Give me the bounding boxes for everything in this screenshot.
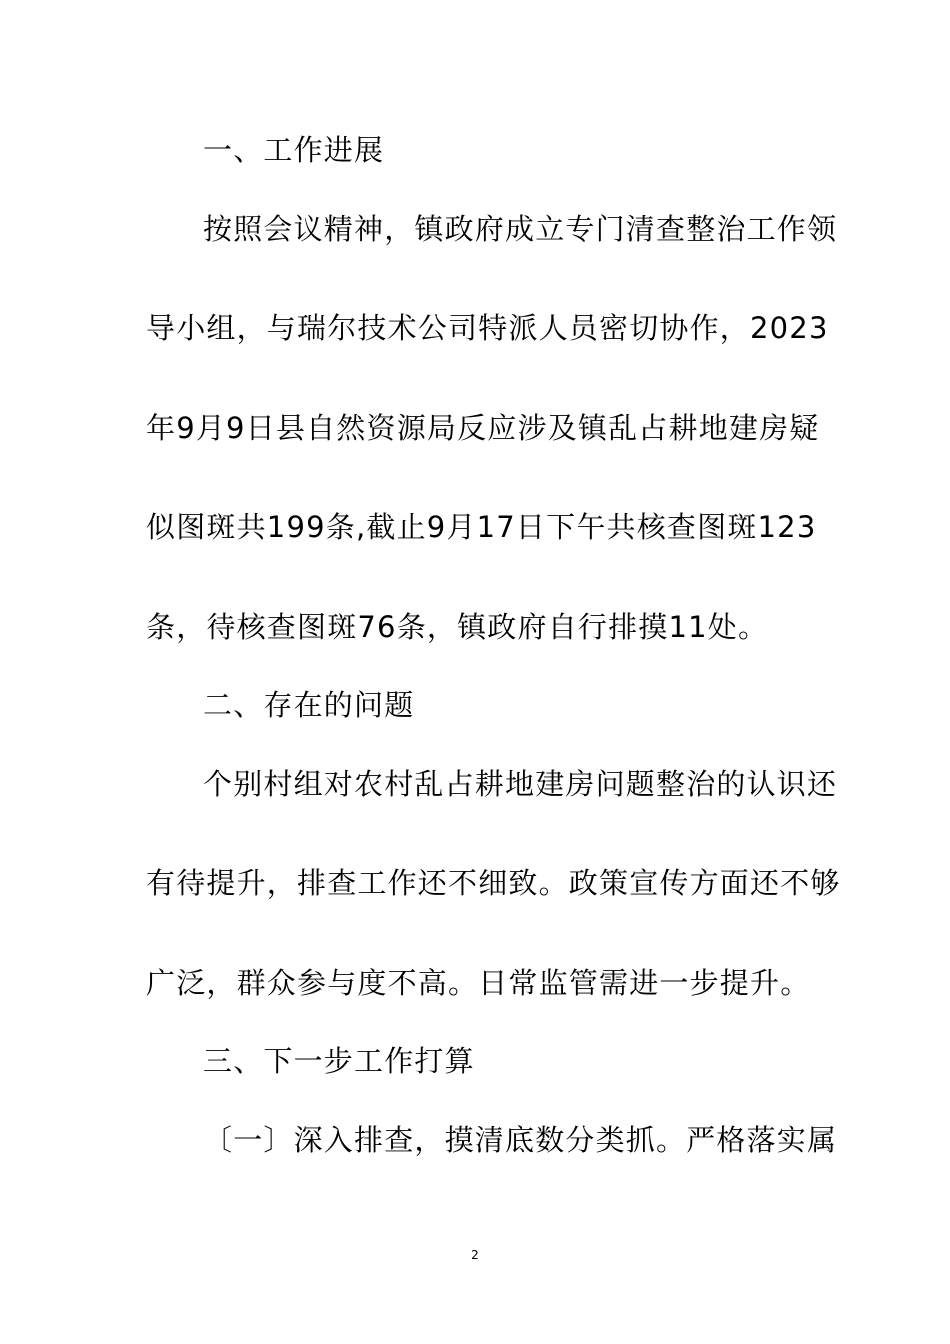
page-number: 2 [471, 1248, 479, 1262]
paragraph-line: 按照会议精神，镇政府成立专门清查整治工作领 [203, 212, 838, 246]
section-heading-progress: 一、工作进展 [203, 133, 385, 167]
paragraph-line: 条，待核查图斑76条，镇政府自行排摸11处。 [146, 610, 769, 644]
paragraph-line: 个别村组对农村乱占耕地建房问题整治的认识还 [203, 767, 838, 801]
paragraph-line: 广泛，群众参与度不高。日常监管需进一步提升。 [146, 966, 811, 1000]
paragraph-line: 似图斑共199条,截止9月17日下午共核查图斑123 [146, 510, 817, 544]
paragraph-line: 〔一〕深入排查，摸清底数分类抓。严格落实属 [203, 1123, 838, 1157]
paragraph-line: 有待提升，排查工作还不细致。政策宣传方面还不够 [146, 866, 841, 900]
section-heading-next-steps: 三、下一步工作打算 [203, 1044, 475, 1078]
paragraph-line: 年9月9日县自然资源局反应涉及镇乱占耕地建房疑 [146, 411, 820, 445]
paragraph-line: 导小组，与瑞尔技术公司特派人员密切协作，2023 [146, 311, 829, 345]
section-heading-problems: 二、存在的问题 [203, 688, 415, 722]
